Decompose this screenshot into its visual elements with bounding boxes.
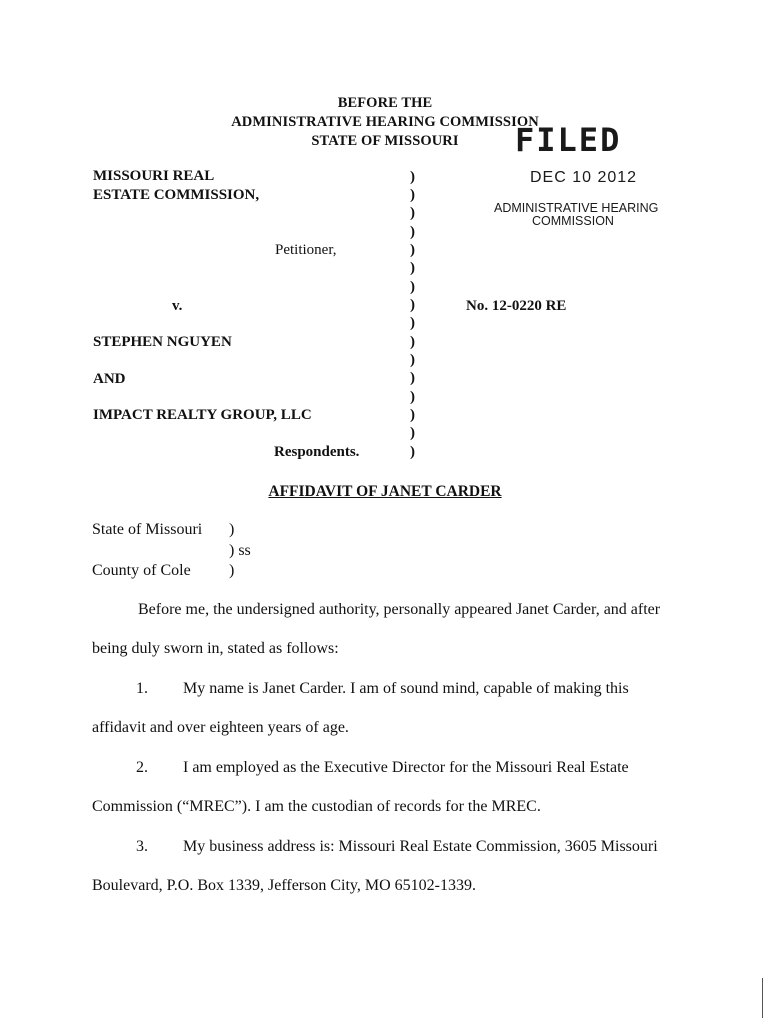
respondent-name-1: STEPHEN NGUYEN bbox=[93, 334, 232, 350]
venue-paren: ) bbox=[229, 562, 235, 579]
caption-paren: ) bbox=[410, 169, 415, 185]
caption-paren: ) bbox=[410, 297, 415, 313]
caption-paren: ) bbox=[410, 242, 415, 258]
paragraph-text: I am employed as the Executive Director for the Missouri Real Estate bbox=[183, 759, 629, 776]
caption-paren: ) bbox=[410, 407, 415, 423]
header-line-state: STATE OF MISSOURI bbox=[311, 133, 459, 149]
caption-paren: ) bbox=[410, 260, 415, 276]
respondent-name-2: IMPACT REALTY GROUP, LLC bbox=[93, 407, 312, 423]
document-title: AFFIDAVIT OF JANET CARDER bbox=[268, 483, 502, 500]
caption-paren: ) bbox=[410, 224, 415, 240]
versus: v. bbox=[172, 298, 183, 314]
caption-paren: ) bbox=[410, 205, 415, 221]
case-number: No. 12-0220 RE bbox=[466, 298, 567, 314]
caption-paren: ) bbox=[410, 279, 415, 295]
venue-paren: ) bbox=[229, 521, 235, 538]
respondent-and: AND bbox=[93, 371, 126, 387]
header-line-before-the: BEFORE THE bbox=[337, 95, 433, 111]
filed-stamp: FILED bbox=[515, 121, 622, 159]
paragraph-text: affidavit and over eighteen years of age. bbox=[92, 719, 349, 736]
caption-paren: ) bbox=[410, 187, 415, 203]
caption-paren: ) bbox=[410, 370, 415, 386]
header-line-commission: ADMINISTRATIVE HEARING COMMISSION bbox=[231, 114, 539, 130]
paragraph-number: 1. bbox=[136, 680, 148, 697]
paragraph-text: Boulevard, P.O. Box 1339, Jefferson City, MO 65102-1339. bbox=[92, 877, 476, 894]
caption-paren: ) bbox=[410, 389, 415, 405]
petitioner-role: Petitioner, bbox=[275, 242, 337, 258]
venue-state: State of Missouri bbox=[92, 521, 203, 538]
caption-paren: ) bbox=[410, 334, 415, 350]
venue-county: County of Cole bbox=[92, 562, 191, 579]
caption-paren: ) bbox=[410, 425, 415, 441]
venue-ss: ) ss bbox=[229, 542, 251, 559]
caption-paren: ) bbox=[410, 315, 415, 331]
filed-stamp-agency-line1: ADMINISTRATIVE HEARING bbox=[494, 201, 659, 215]
intro-line2: being duly sworn in, stated as follows: bbox=[92, 640, 339, 657]
intro-line1: Before me, the undersigned authority, personally appeared Janet Carder, and after bbox=[138, 601, 661, 618]
paragraph-text: Commission (“MREC”). I am the custodian of records for the MREC. bbox=[92, 798, 541, 815]
caption-paren: ) bbox=[410, 352, 415, 368]
filed-stamp-agency-line2: COMMISSION bbox=[532, 214, 614, 228]
petitioner-name-line1: MISSOURI REAL bbox=[93, 168, 215, 184]
paragraph-number: 2. bbox=[136, 759, 148, 776]
respondent-role: Respondents. bbox=[274, 444, 360, 460]
paragraph-text: My business address is: Missouri Real Estate Commission, 3605 Missouri bbox=[183, 838, 658, 855]
filed-stamp-date: DEC 10 2012 bbox=[530, 169, 638, 186]
caption-paren: ) bbox=[410, 444, 415, 460]
paragraph-number: 3. bbox=[136, 838, 148, 855]
petitioner-name-line2: ESTATE COMMISSION, bbox=[93, 187, 260, 203]
paragraph-text: My name is Janet Carder. I am of sound mind, capable of making this bbox=[183, 680, 629, 697]
scan-edge-mark bbox=[762, 978, 763, 1018]
